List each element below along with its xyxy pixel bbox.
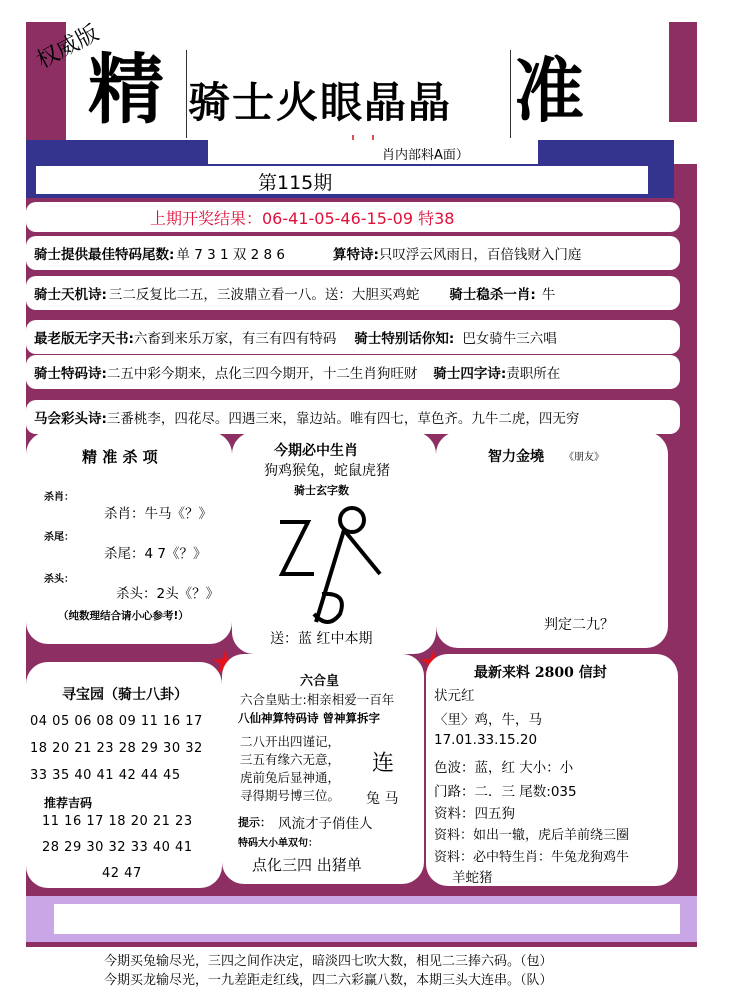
subtitle-box (208, 140, 538, 164)
iq-panel (436, 432, 668, 648)
info-row-4 (26, 355, 680, 389)
latest-line: 资料：必中特生肖：牛兔龙狗鸡牛 (434, 850, 630, 865)
row-label: 骑士特码诗: (34, 366, 107, 382)
footer-line-2: 今期买龙输尽光，一九差距走红线，四二六彩赢八数，本期三头大连串。（队） (104, 973, 553, 988)
bottom-bar (26, 896, 697, 942)
row-text: 三番桃李，四花尽。四遇三来，靠边站。唯有四七，草色齐。九牛二虎，四无穷 (106, 411, 580, 427)
info-row-5 (26, 400, 680, 434)
recommend-row: 11 16 17 18 20 21 23 (42, 814, 193, 829)
issue-box (36, 166, 648, 194)
row-label: 骑士提供最佳特码尾数: (34, 247, 175, 263)
kill-zodiac: 杀肖：牛马《？》 (104, 506, 212, 522)
emperor-poem-3: 虎前兔后显神通， (240, 770, 341, 785)
row-label-2: 骑士四字诗: (433, 366, 507, 382)
kill-panel (26, 432, 232, 644)
emperor-poem-2: 三五有缘六无意， (240, 752, 341, 767)
info-row-2 (26, 276, 680, 310)
iq-answer: 判定二九？ (544, 617, 614, 633)
info-row-1 (26, 236, 680, 270)
issue-number: 第115期 (258, 172, 333, 194)
header-right-stripe (669, 22, 697, 122)
row-label: 马会彩头诗: (34, 411, 107, 427)
kill-tail: 杀尾：4 7《？》 (104, 546, 207, 562)
zodiac-title: 今期必中生肖 (274, 443, 358, 459)
latest-panel (426, 654, 678, 886)
recommend-row: 28 29 30 32 33 40 41 (42, 840, 193, 855)
latest-line: 资料：四五狗 (434, 806, 515, 822)
cipher-glyph (268, 502, 388, 632)
row-text-2: 牛 (541, 287, 556, 303)
row-text: 三二反复比二五，三波鼎立看一八。送：大胆买鸡蛇 (108, 287, 420, 303)
emperor-poem-4: 寻得期号博三位。 (240, 788, 341, 803)
kill-label-zodiac: 杀肖： (44, 492, 74, 503)
iq-tag: 《朋友》 (564, 452, 604, 463)
emperor-panel (222, 654, 424, 884)
latest-line: 色波：蓝，红 大小：小 (434, 760, 574, 776)
last-result: 上期开奖结果：06-41-05-46-15-09 特38 (150, 208, 455, 228)
emperor-hint: 风流才子俏佳人 (278, 816, 373, 832)
treasure-row: 04 05 06 08 09 11 16 17 (30, 714, 203, 729)
size-label: 特码大小单双句： (238, 838, 318, 849)
footer-line-1: 今期买兔输尽光，三四之间作决定，暗淡四七吹大数，相见二三捧六码。（包） (104, 954, 553, 969)
hint-label: 提示： (238, 816, 271, 829)
zodiac-sub: 骑士玄字数 (294, 484, 349, 497)
recommend-row: 42 47 (102, 866, 142, 881)
row-text: 二五中彩今期来，点化三四今期开，十二生肖狗旺财 (106, 366, 418, 382)
latest-line: 羊蛇猪 (452, 870, 493, 886)
row-text-2: 只叹浮云风雨日，百倍钱财入门庭 (378, 247, 582, 263)
row-text-2: 责职所在 (506, 366, 561, 382)
kill-head: 杀头：2头《？》 (116, 586, 220, 602)
recommend-title: 推荐吉码 (44, 796, 93, 810)
kill-label-tail: 杀尾： (44, 532, 74, 543)
header (26, 22, 697, 140)
last-result-bar (26, 202, 680, 232)
zodiac-send: 送：蓝 红中本期 (270, 631, 373, 647)
zodiac-panel (232, 432, 436, 654)
latest-line: 17.01.33.15.20 (434, 732, 538, 748)
edition-badge: 权威版 (32, 20, 103, 74)
latest-line: 资料：如出一辙，虎后羊前绕三圈 (434, 828, 630, 843)
row-text: 六畜到来乐万家，有三有四有特码 (133, 331, 337, 347)
kill-label-head: 杀头： (44, 574, 74, 585)
iq-title: 智力金墝 (488, 449, 544, 465)
kill-note: （纯数理结合请小心参考!） (58, 610, 189, 622)
latest-line: 〈里〉鸡，牛，马 (434, 712, 542, 728)
row-label-2: 骑士特别话你知: (354, 331, 455, 347)
left-char: 精 (88, 45, 164, 134)
header-corner (674, 122, 697, 164)
row-label-2: 骑士稳杀一肖: (449, 287, 536, 303)
row-label: 骑士天机诗: (34, 287, 107, 303)
info-row-3 (26, 320, 680, 354)
emperor-small-chars: 兔 马 (366, 791, 399, 807)
latest-title: 最新来料 2800 信封 (474, 665, 607, 681)
kill-title: 精 准 杀 项 (82, 448, 158, 466)
emperor-title: 六合皇 (300, 674, 340, 689)
treasure-row: 18 20 21 23 28 29 30 32 (30, 741, 203, 756)
divider-right (510, 50, 511, 138)
bottom-bar-inner (54, 904, 680, 934)
page-title: 骑士火眼晶晶 (188, 78, 453, 127)
latest-line: 状元红 (434, 688, 475, 704)
row-text-2: 巴女骑牛三六唱 (462, 331, 557, 347)
emperor-size: 点化三四 出猪单 (252, 856, 362, 874)
treasure-panel (26, 662, 222, 888)
subtitle: 肖内部料A面） (382, 148, 469, 163)
emperor-line2: 八仙神算特码诗 曾神算拆字 (238, 711, 381, 725)
treasure-row: 33 35 40 41 42 44 45 (30, 768, 181, 783)
latest-line: 门路：二．三 尾数:035 (434, 784, 577, 800)
treasure-title: 寻宝园（骑士八卦） (62, 687, 188, 703)
row-label: 最老版无字天书: (34, 331, 134, 347)
right-char: 准 (514, 49, 584, 132)
zodiac-animals: 狗鸡猴兔，蛇鼠虎猪 (264, 463, 390, 479)
row-label-2: 算特诗: (332, 247, 379, 263)
emperor-big-char: 连 (372, 751, 395, 776)
row-text: 单 7 3 1 双 2 8 6 (176, 247, 285, 263)
emperor-tip: 六合皇贴士:相亲相爱一百年 (240, 692, 395, 707)
emperor-poem-1: 二八开出四谨记， (240, 734, 341, 749)
divider-left (186, 50, 187, 138)
